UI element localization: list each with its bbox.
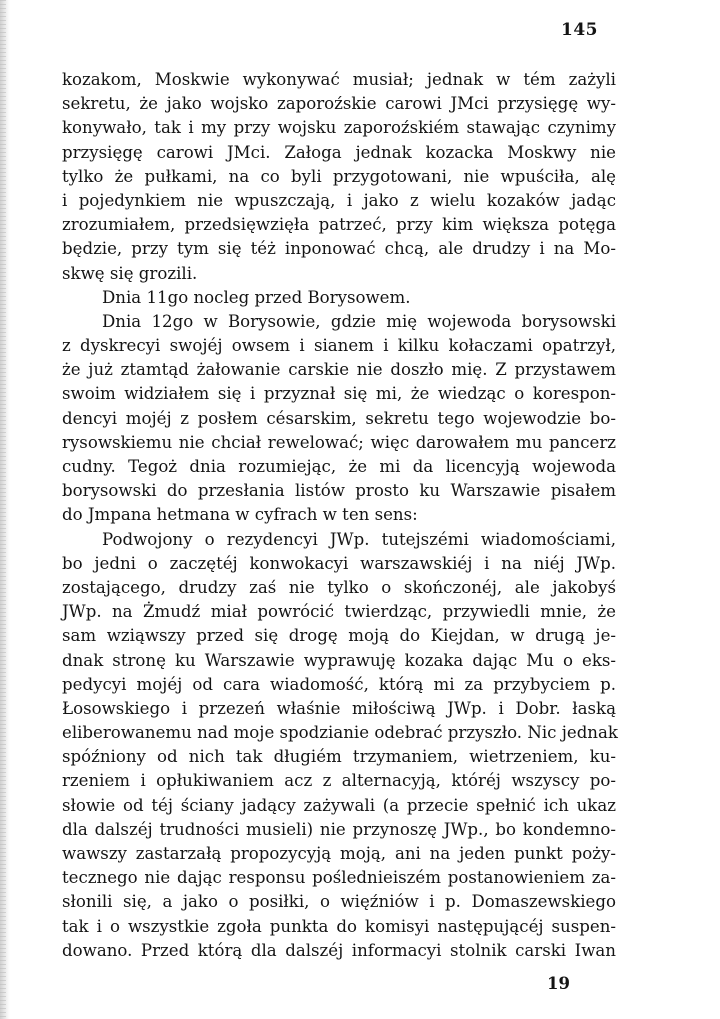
body-text [62, 68, 616, 963]
text-line: skwę się grozili. [62, 263, 198, 283]
text-line: tylko że pułkami, na co byli przygotowani, nie wpuściła, alę [62, 166, 616, 186]
text-line: tecznego nie dając responsu poślednieiszém postanowieniem za- [62, 868, 616, 888]
text-line: będzie, przy tym się téż inponować chcą, ale drudzy i na Mo- [62, 239, 616, 259]
page-edge-shadow [0, 0, 6, 1019]
text-line: sam wziąwszy przed się drogę moją do Kiejdan, w drugą je- [62, 626, 616, 646]
text-line: że już ztamtąd żałowanie carskie nie doszło mię. Z przystawem [62, 360, 616, 380]
text-line: sekretu, że jako wojsko zaporoźskie carowi JMci przysięgę wy- [62, 94, 616, 114]
text-line: słonili się, a jako o posiłki, o więźniów i p. Domaszewskiego [62, 892, 616, 912]
text-line: dnak stronę ku Warszawie wyprawuję kozaka dając Mu o eks- [62, 650, 616, 670]
text-line: kozakom, Moskwie wykonywać musiał; jednak w tém zażyli [62, 70, 616, 89]
text-line: spóźniony od nich tak długiém trzymaniem, wietrzeniem, ku- [62, 747, 616, 767]
text-line: z dyskrecyi swojéj owsem i sianem i kilku kołaczami opatrzył, [62, 336, 616, 356]
signature-mark: 19 [547, 974, 570, 993]
text-line: Dnia 12go w Borysowie, gdzie mię wojewoda borysowski [102, 311, 616, 331]
text-line: Dnia 11go nocleg przed Borysowem. [102, 287, 411, 307]
text-line: dla dalszéj trudności musieli) nie przynoszę JWp., bo kondemno- [62, 819, 616, 839]
text-line: Podwojony o rezydencyi JWp. tutejszémi wiadomościami, [102, 529, 616, 549]
text-line: konywało, tak i my przy wojsku zaporoźskiém stawając czynimy [62, 118, 616, 138]
text-line: przysięgę carowi JMci. Załoga jednak kozacka Moskwy nie [62, 142, 616, 162]
text-line: zostającego, drudzy zaś nie tylko o skończonéj, ale jakobyś [62, 577, 616, 597]
text-line: do Jmpana hetmana w cyfrach w ten sens: [62, 505, 418, 525]
text-line: tak i o wszystkie zgoła punkta do komisyi następującéj suspen- [62, 916, 616, 936]
text-line: dencyi mojéj z posłem césarskim, sekretu tego wojewodzie bo- [62, 408, 616, 428]
text-line: swoim widziałem się i przyznał się mi, że wiedząc o korespon- [62, 384, 616, 404]
text-line: słowie od téj ściany jadący zażywali (a przecie spełnić ich ukaz [62, 795, 616, 815]
text-line: rzeniem i opłukiwaniem acz z alternacyją, któréj wszyscy po- [62, 771, 616, 791]
text-line: wawszy zastarzałą propozycyją moją, ani na jeden punkt poży- [62, 844, 616, 863]
page-number: 145 [561, 20, 598, 40]
text-line: JWp. na Żmudź miał powrócić twierdząc, przywiedli mnie, że [62, 602, 616, 622]
text-line: bo jedni o zaczętéj konwokacyi warszawskiéj i na niéj JWp. [62, 553, 616, 573]
text-line: eliberowanemu nad moje spodzianie odebrać przyszło. Nic jednak [62, 723, 618, 743]
text-line: rysowskiemu nie chciał rewelować; więc darowałem mu pancerz [62, 432, 616, 452]
text-line: pedycyi mojéj od cara wiadomość, którą mi za przybyciem p. [62, 674, 616, 694]
text-line: i pojedynkiem nie wpuszczają, i jako z wielu kozaków jadąc [62, 190, 616, 210]
text-line: borysowski do przesłania listów prosto ku Warszawie pisałem [62, 481, 616, 501]
text-line: Łosowskiego i przezeń właśnie miłościwą JWp. i Dobr. łaską [62, 698, 616, 718]
text-line: dowano. Przed którą dla dalszéj informacyi stolnik carski Iwan [62, 940, 616, 960]
text-line: cudny. Tegoż dnia rozumiejąc, że mi da licencyją wojewoda [62, 457, 616, 476]
text-line: zrozumiałem, przedsięwzięła patrzeć, przy kim większa potęga [62, 215, 616, 235]
